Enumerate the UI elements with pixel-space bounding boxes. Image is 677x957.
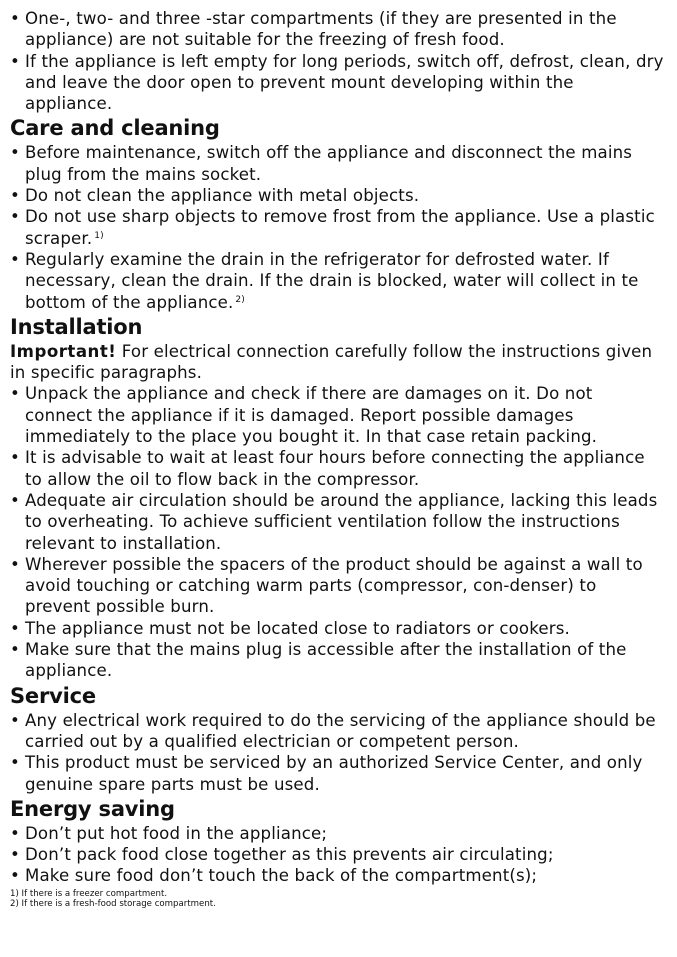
item-text: Before maintenance, switch off the appliance and disconnect the mains plug from the mains socket. xyxy=(25,143,633,184)
item-text: Unpack the appliance and check if there are damages on it. Do not connect the appliance if it is damaged. Report possible damages immediately to the place you bought it. In that case retain packing. xyxy=(25,384,598,447)
item-text: Make sure food don’t touch the back of the compartment(s); xyxy=(25,866,538,886)
item-text: Adequate air circulation should be around the appliance, lacking this leads to overheating. To achieve sufficient ventilation follow the instructions relevant to installation. xyxy=(25,490,658,553)
list-item xyxy=(10,823,665,844)
service-heading: Service xyxy=(10,683,96,708)
list-item xyxy=(10,618,665,639)
bullet: • xyxy=(10,384,20,404)
care-heading: Care and cleaning xyxy=(10,116,220,141)
bullet: • xyxy=(10,51,20,71)
list-item xyxy=(10,710,665,753)
item-text: It is advisable to wait at least four hours before connecting the appliance to allow the oil to flow back in the compressor. xyxy=(25,448,645,489)
footnotes xyxy=(10,889,665,909)
intro-list xyxy=(10,8,665,114)
item-text: The appliance must not be located close to radiators or cookers. xyxy=(25,618,570,638)
footnote: 1) If there is a freezer compartment. xyxy=(10,888,168,899)
bullet: • xyxy=(10,866,20,886)
list-item xyxy=(10,639,665,682)
bullet: • xyxy=(10,845,20,865)
service-list xyxy=(10,710,665,795)
important-text: For electrical connection carefully follow the instructions given in specific paragraphs. xyxy=(10,341,653,383)
bullet: • xyxy=(10,207,20,227)
bullet: • xyxy=(10,9,20,28)
item-text: Don’t pack food close together as this prevents air circulating; xyxy=(25,845,554,865)
list-item xyxy=(10,752,665,795)
bullet: • xyxy=(10,554,20,574)
item-text: Do not clean the appliance with metal objects. xyxy=(25,186,420,206)
list-item xyxy=(10,8,665,51)
important-note xyxy=(10,341,665,384)
list-item xyxy=(10,51,665,115)
list-item xyxy=(10,142,665,185)
list-item xyxy=(10,490,665,554)
bullet: • xyxy=(10,143,20,163)
bullet: • xyxy=(10,823,20,843)
item-text: One-, two- and three -star compartments (if they are presented in the appliance) are not suitable for the freezing of fresh food. xyxy=(25,9,617,50)
item-text: Do not use sharp objects to remove frost from the appliance. Use a plastic scraper. xyxy=(25,207,655,248)
item-text: Make sure that the mains plug is accessible after the installation of the appliance. xyxy=(25,640,627,681)
footnote: 2) If there is a fresh-food storage compartment. xyxy=(10,898,216,909)
bullet: • xyxy=(10,618,20,638)
footnote-ref: 1) xyxy=(94,230,104,241)
bullet: • xyxy=(10,640,20,660)
list-item xyxy=(10,447,665,490)
list-item xyxy=(10,185,665,206)
item-text: Regularly examine the drain in the refrigerator for defrosted water. If necessary, clean the drain. If the drain is blocked, water will collect in te bottom of the appliance. xyxy=(25,249,639,312)
item-text: If the appliance is left empty for long periods, switch off, defrost, clean, dry and leave the door open to prevent mount developing within the appliance. xyxy=(25,51,664,114)
bullet: • xyxy=(10,448,20,468)
energy-heading: Energy saving xyxy=(10,796,175,821)
care-list xyxy=(10,142,665,312)
bullet: • xyxy=(10,753,20,773)
list-item xyxy=(10,249,665,313)
installation-heading: Installation xyxy=(10,314,143,339)
item-text: Wherever possible the spacers of the product should be against a wall to avoid touching or catching warm parts (compressor, con-denser) to prevent possible burn. xyxy=(25,554,643,617)
bullet: • xyxy=(10,249,20,269)
list-item xyxy=(10,844,665,865)
list-item xyxy=(10,383,665,447)
bullet: • xyxy=(10,186,20,206)
item-text: Don’t put hot food in the appliance; xyxy=(25,823,328,843)
list-item xyxy=(10,206,665,249)
item-text: Any electrical work required to do the servicing of the appliance should be carried out by a qualified electrician or competent person. xyxy=(25,710,656,751)
important-label: Important! xyxy=(10,341,117,361)
installation-list xyxy=(10,383,665,681)
list-item xyxy=(10,865,665,886)
energy-list xyxy=(10,823,665,887)
list-item xyxy=(10,554,665,618)
bullet: • xyxy=(10,490,20,510)
footnote-ref: 2) xyxy=(235,294,245,305)
bullet: • xyxy=(10,710,20,730)
item-text: This product must be serviced by an authorized Service Center, and only genuine spare parts must be used. xyxy=(25,753,643,794)
